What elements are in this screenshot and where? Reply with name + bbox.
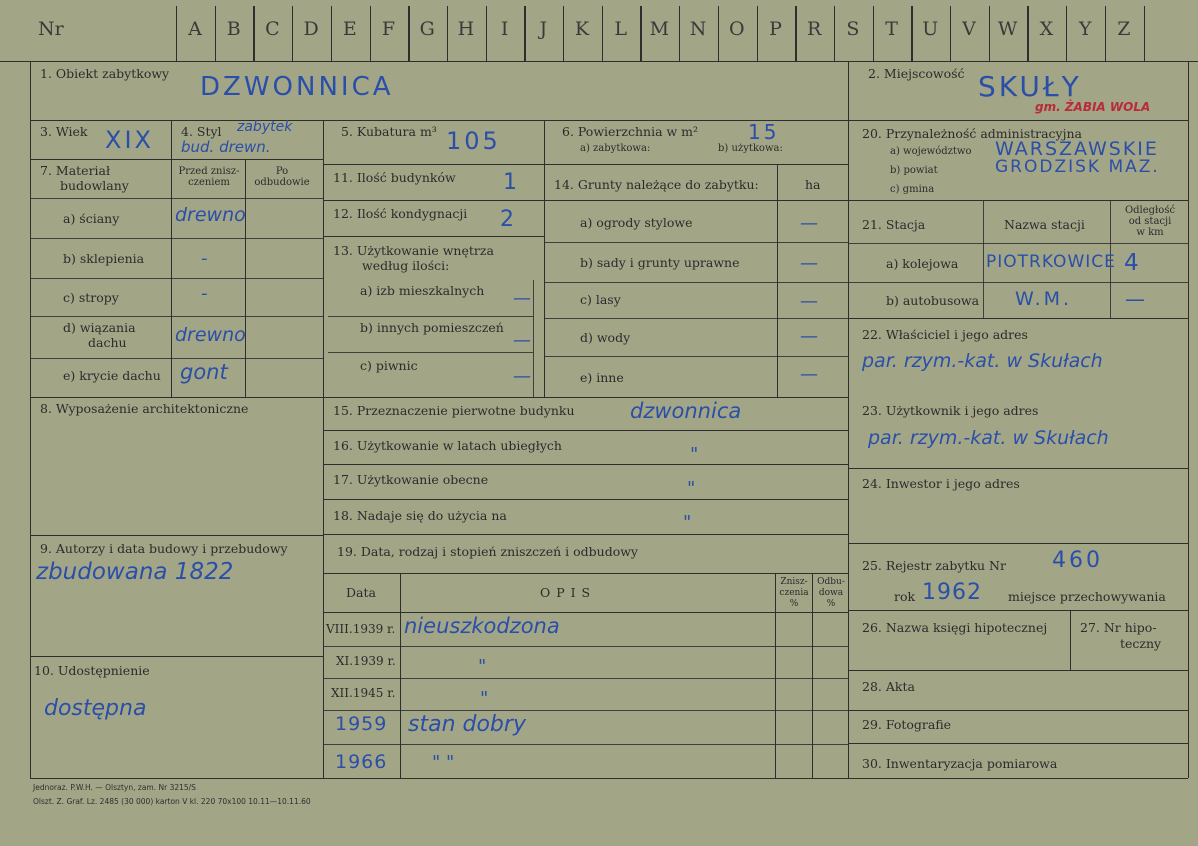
f30-label: 30. Inwentaryzacja pomiarowa <box>862 756 1058 771</box>
f22-label: 22. Właściciel i jego adres <box>862 327 1028 342</box>
f19-header-top <box>323 573 848 574</box>
f20-c: c) gmina <box>890 184 935 195</box>
f19-row2-date: XI.1939 r. <box>336 654 396 668</box>
letter-divider <box>292 6 293 61</box>
letter-divider <box>408 6 409 61</box>
f19-row4-opis: stan dobry <box>408 712 526 737</box>
letter-divider <box>989 6 990 61</box>
letter-divider <box>1066 6 1067 61</box>
row-line-1 <box>30 120 848 121</box>
f13-row-a-label: a) izb mieszkalnych <box>360 283 485 298</box>
f21-a: a) kolejowa <box>886 256 959 271</box>
row-line-13 <box>323 236 544 237</box>
f26-top-line <box>848 610 1188 611</box>
letter-divider <box>524 6 525 61</box>
f10-value: dostępna <box>44 696 147 721</box>
letter-l: L <box>614 18 627 40</box>
f2-value: SKUŁY <box>978 70 1082 103</box>
f7-row-line-2 <box>30 278 323 279</box>
f6-value: 15 <box>748 120 780 144</box>
f17-label: 17. Użytkowanie obecne <box>333 472 489 487</box>
left-border <box>30 61 31 778</box>
f14-row-c-value: — <box>800 291 818 312</box>
f20-label: 20. Przynależność administracyjna <box>862 126 1082 141</box>
f1-label: 1. Obiekt zabytkowy <box>40 66 170 81</box>
letter-divider <box>331 6 332 61</box>
f19-row2-opis: " <box>478 656 487 677</box>
f25-label: 25. Rejestr zabytku Nr <box>862 558 1006 573</box>
f21-b: b) autobusowa <box>886 293 980 308</box>
f19-row3-date: XII.1945 r. <box>331 686 396 700</box>
row-line-12 <box>323 200 544 201</box>
letter-divider <box>950 6 951 61</box>
letter-s: S <box>846 18 860 40</box>
col-divider-14ha <box>777 164 778 397</box>
f21-a-name: PIOTRKOWICE <box>986 252 1116 272</box>
f22-value: par. rzym.-kat. w Skułach <box>862 350 1103 372</box>
f4-label: 4. Styl <box>181 124 222 139</box>
f24-label: 24. Inwestor i jego adres <box>862 476 1020 491</box>
f19-col-date-label: Data <box>346 585 376 600</box>
f14-line-a <box>544 242 848 243</box>
letter-divider <box>563 6 564 61</box>
f25-top-line <box>848 543 1188 544</box>
f14-row-d-label: d) wody <box>580 330 631 345</box>
letter-z: Z <box>1117 18 1131 40</box>
f28-top-line <box>848 670 1188 671</box>
f25-value: 460 <box>1052 548 1103 573</box>
f13-row-c-label: c) piwnic <box>360 358 418 373</box>
f9-label: 9. Autorzy i data budowy i przebudowy <box>40 541 288 556</box>
f7-col2-header: Po odbudowie <box>254 166 310 188</box>
f7-row-line-1 <box>30 238 323 239</box>
f19-row-line-3 <box>323 710 848 711</box>
f13-label2: według ilości: <box>362 258 450 273</box>
f7-row-a-value: drewno <box>175 204 246 226</box>
f16-label: 16. Użytkowanie w latach ubiegłych <box>333 438 562 453</box>
f19-row1-date: VIII.1939 r. <box>326 622 396 636</box>
letter-t: T <box>885 18 898 40</box>
f7-row-a-label: a) ściany <box>63 211 120 226</box>
f29-label: 29. Fotografie <box>862 717 952 732</box>
f21-a-dist: 4 <box>1124 250 1142 276</box>
f13-row-c-value: — <box>513 366 531 387</box>
f1-value: DZWONNICA <box>200 72 394 102</box>
letter-d: D <box>303 18 319 40</box>
f20-b-value: GRODZISK MAZ. <box>995 157 1160 177</box>
letter-divider <box>486 6 487 61</box>
f27-label1: 27. Nr hipo- <box>1080 620 1157 635</box>
letter-divider <box>834 6 835 61</box>
f25-rok-value: 1962 <box>922 580 982 605</box>
f14-row-c-label: c) lasy <box>580 292 621 307</box>
letter-c: C <box>265 18 280 40</box>
f19-label: 19. Data, rodzaj i stopień zniszczeń i odbudowy <box>337 544 638 559</box>
f15-label: 15. Przeznaczenie pierwotne budynku <box>333 403 575 418</box>
letter-divider <box>757 6 758 61</box>
f8-label: 8. Wyposażenie architektoniczne <box>40 401 249 416</box>
nr-label: Nr <box>38 18 64 40</box>
f28-label: 28. Akta <box>862 679 915 694</box>
f7-label1: 7. Materiał <box>40 163 111 178</box>
f19-row-line-1 <box>323 646 848 647</box>
f26-label: 26. Nazwa księgi hipotecznej <box>862 620 1048 635</box>
f13-inner-col <box>533 280 534 397</box>
f14-row-b-label: b) sady i grunty uprawne <box>580 255 740 270</box>
f2-note: gm. ŻABIA WOLA <box>1035 100 1151 114</box>
f21-bottom-line <box>848 318 1188 319</box>
f14-row-e-value: — <box>800 364 818 385</box>
letter-divider <box>215 6 216 61</box>
f4-value2: bud. drewn. <box>181 138 271 156</box>
row-line-18 <box>323 499 848 500</box>
f27-label2: teczny <box>1120 636 1162 651</box>
f11-value: 1 <box>503 170 520 195</box>
f19-col-date <box>400 573 401 778</box>
row-line-9 <box>30 535 323 536</box>
f3-label: 3. Wiek <box>40 124 88 139</box>
f13-row-a-value: — <box>513 288 531 309</box>
header-bottom-line <box>0 61 1198 62</box>
f16-value: " <box>690 444 699 465</box>
f11-label: 11. Ilość budynków <box>333 170 456 185</box>
letter-r: R <box>807 18 822 40</box>
f13-line-b <box>328 352 533 353</box>
f19-row4-date: 1959 <box>335 713 388 735</box>
letter-u: U <box>922 18 939 40</box>
f9-value: zbudowana 1822 <box>36 559 234 585</box>
letter-divider <box>176 6 177 61</box>
letter-h: H <box>457 18 475 40</box>
f7-row-line-3 <box>30 316 323 317</box>
letter-a: A <box>188 18 202 40</box>
letter-divider <box>1105 6 1106 61</box>
f19-col-z-label: Znisz- czenia % <box>779 577 809 609</box>
f7-row-d-label: d) wiązania <box>63 320 136 335</box>
letter-g: G <box>419 18 435 40</box>
f21-col-name: Nazwa stacji <box>1004 217 1085 232</box>
letter-divider <box>679 6 680 61</box>
f19-row5-opis: " " <box>432 752 455 773</box>
f21-top-line <box>848 200 1188 201</box>
f21-b-name: W.M. <box>1015 288 1073 310</box>
f23-value: par. rzym.-kat. w Skułach <box>868 427 1109 449</box>
f26-f27-divider <box>1070 610 1071 670</box>
f23-label: 23. Użytkownik i jego adres <box>862 403 1039 418</box>
f19-row1-opis: nieuszkodzona <box>404 614 560 638</box>
letter-p: P <box>769 18 782 40</box>
f5-value: 105 <box>446 127 501 155</box>
f14-label: 14. Grunty należące do zabytku: <box>554 177 759 192</box>
f7-row-d-value: drewno <box>175 324 246 346</box>
f5-label: 5. Kubatura m³ <box>341 124 437 139</box>
letter-n: N <box>689 18 707 40</box>
letter-b: B <box>226 18 241 40</box>
f14-row-d-value: — <box>800 326 818 347</box>
row-line-2 <box>30 159 323 160</box>
f14-row-a-value: — <box>800 213 818 234</box>
f7-row-line-4 <box>30 358 323 359</box>
f7-row-e-value: gont <box>180 360 228 384</box>
row-line-2b <box>323 164 848 165</box>
f7-row-c-value: - <box>201 283 208 304</box>
f21-col-dist: Odległość od stacji w km <box>1124 205 1176 238</box>
f13-line-a <box>328 316 533 317</box>
f7-row-line-0 <box>30 198 323 199</box>
f15-value: dzwonnica <box>630 399 742 423</box>
letter-e: E <box>342 18 357 40</box>
f29-top-line <box>848 710 1188 711</box>
letter-divider <box>370 6 371 61</box>
letter-j: J <box>539 18 548 40</box>
f13-label1: 13. Użytkowanie wnętrza <box>333 243 494 258</box>
letter-m: M <box>649 18 670 40</box>
f13-row-b-value: — <box>513 330 531 351</box>
letter-divider <box>447 6 448 61</box>
f19-row3-opis: " <box>480 688 489 709</box>
row-line-14a <box>544 200 848 201</box>
letter-v: V <box>962 18 976 40</box>
letter-k: K <box>574 18 590 40</box>
row-line-17 <box>323 464 848 465</box>
f19-row-line-4 <box>323 744 848 745</box>
row-line-16 <box>323 430 848 431</box>
f10-label: 10. Udostępnienie <box>34 663 150 678</box>
f20-a: a) województwo <box>890 146 972 157</box>
letter-divider <box>1027 6 1028 61</box>
footer-line-2: Olszt. Z. Graf. Lz. 2485 (30 000) karton V kl. 220 70x100 10.11—10.11.60 <box>33 797 311 806</box>
f6-sub-b: b) użytkowa: <box>718 143 783 154</box>
f21-col-1 <box>983 200 984 318</box>
letter-divider <box>640 6 641 61</box>
f14-row-a-label: a) ogrody stylowe <box>580 215 693 230</box>
letter-divider <box>602 6 603 61</box>
letter-divider <box>1144 6 1145 61</box>
f6-sub-a: a) zabytkowa: <box>580 143 651 154</box>
bottom-line <box>30 778 1188 779</box>
row-line-19 <box>323 534 848 535</box>
f13-row-b-label: b) innych pomieszczeń <box>360 320 504 335</box>
f25-rok: rok <box>894 589 916 604</box>
letter-w: W <box>997 18 1018 40</box>
f19-row5-date: 1966 <box>335 751 388 773</box>
letter-x: X <box>1039 18 1054 40</box>
f12-value: 2 <box>500 207 517 232</box>
letter-divider <box>873 6 874 61</box>
f24-top-line <box>848 468 1188 469</box>
f18-label: 18. Nadaje się do użycia na <box>333 508 507 523</box>
f19-col-opis-label: O P I S <box>540 585 592 600</box>
letter-o: O <box>729 18 745 40</box>
f3-value: XIX <box>105 126 154 154</box>
f14-row-e-label: e) inne <box>580 370 624 385</box>
letter-divider <box>253 6 254 61</box>
f19-header-bottom <box>323 612 848 613</box>
f7-row-e-label: e) krycie dachu <box>63 368 161 383</box>
f7-row-d-label2: dachu <box>88 335 127 350</box>
f7-row-b-value: - <box>201 248 208 269</box>
f20-a-value: WARSZAWSKIE <box>995 138 1159 160</box>
f6-label: 6. Powierzchnia w m² <box>562 124 699 139</box>
f14-unit: ha <box>805 177 821 192</box>
f19-col-o-label: Odbu- dowa % <box>817 577 845 609</box>
f14-line-b <box>544 282 848 283</box>
f21-b-dist: — <box>1125 287 1145 311</box>
row-line-10 <box>30 656 323 657</box>
letter-divider <box>718 6 719 61</box>
letter-divider <box>795 6 796 61</box>
f4-value1: zabytek <box>237 119 293 135</box>
f14-row-b-value: — <box>800 253 818 274</box>
f7-row-c-label: c) stropy <box>63 290 119 305</box>
f14-line-d <box>544 356 848 357</box>
f3-f4-divider <box>171 120 172 159</box>
f21-label: 21. Stacja <box>862 217 926 232</box>
f12-label: 12. Ilość kondygnacji <box>333 206 468 221</box>
footer-line-1: Jednoraz. P.W.H. — Olsztyn, zam. Nr 3215/S <box>33 783 196 792</box>
f25-place: miejsce przechowywania <box>1008 589 1166 604</box>
right-border <box>1188 61 1189 778</box>
letter-divider <box>911 6 912 61</box>
f30-top-line <box>848 743 1188 744</box>
f18-value: " <box>683 512 692 533</box>
f20-b: b) powiat <box>890 165 938 176</box>
f19-row-line-2 <box>323 678 848 679</box>
f17-value: " <box>687 478 696 499</box>
f7-label2: budowlany <box>60 178 129 193</box>
f14-line-c <box>544 318 848 319</box>
f21-header-line <box>848 243 1188 244</box>
row-line-1r <box>848 120 1188 121</box>
letter-i: I <box>500 18 509 40</box>
letter-f: F <box>381 18 396 40</box>
letter-y: Y <box>1078 18 1092 40</box>
f7-row-b-label: b) sklepienia <box>63 251 145 266</box>
f7-col1-header: Przed znisz- czeniem <box>178 166 240 188</box>
f21-row-line <box>848 282 1188 283</box>
f2-label: 2. Miejscowość <box>868 66 965 81</box>
